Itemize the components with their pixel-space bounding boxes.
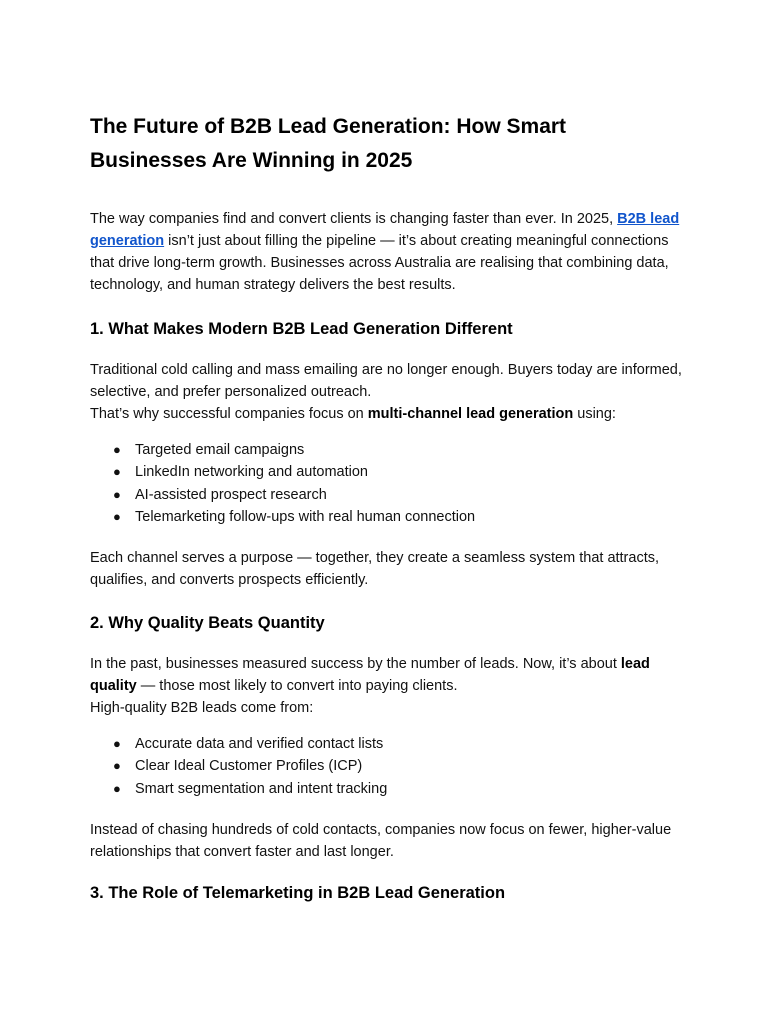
section-1-para-2-bold: multi-channel lead generation [367, 406, 574, 422]
document-body [90, 110, 682, 923]
list-item [90, 484, 682, 506]
bullet-icon: ● [113, 736, 121, 752]
intro-text-after: isn’t just about filling the pipeline — it’s about creating meaningful connections that drive long-term growth. Businesses across Australia are realising that combining data, technology, and human strategy delivers the best results. [90, 233, 669, 293]
list-item [90, 461, 682, 483]
list-item [90, 778, 682, 800]
list-item-text: Targeted email campaigns [135, 442, 305, 458]
section-1-para-1: Traditional cold calling and mass emailing are no longer enough. Buyers today are informed, selective, and prefer personalized outreach. [90, 362, 682, 400]
intro-text-before: The way companies find and convert clients is changing faster than ever. In 2025, [90, 211, 618, 227]
section-1-closing: Each channel serves a purpose — together, they create a seamless system that attracts, qualifies, and converts prospects efficiently. [90, 550, 660, 589]
section-2-closing: Instead of chasing hundreds of cold contacts, companies now focus on fewer, higher-value relationships that convert faster and last longer. [90, 822, 672, 861]
bullet-icon: ● [113, 780, 121, 796]
title-line-1: The Future of B2B Lead Generation: How Smart [90, 115, 567, 138]
bullet-icon: ● [113, 508, 121, 524]
document-title [90, 110, 682, 178]
section-2-heading: 2. Why Quality Beats Quantity [90, 614, 325, 633]
list-item-text: Telemarketing follow-ups with real human connection [135, 508, 476, 525]
section-1-paragraph [90, 359, 682, 425]
section-2-para-1-after: — those most likely to convert into paying clients. [136, 678, 458, 695]
list-item [90, 439, 682, 461]
section-2-bullet-list [90, 733, 682, 800]
section-1-para-2-after: using: [573, 406, 616, 422]
section-1-bullet-list [90, 439, 682, 528]
section-2-para-1-before: In the past, businesses measured success by the number of leads. Now, it’s about [90, 656, 621, 673]
section-3-heading: 3. The Role of Telemarketing in B2B Lead Generation [90, 884, 506, 903]
section-1-heading: 1. What Makes Modern B2B Lead Generation Different [90, 320, 513, 338]
intro-paragraph [90, 208, 682, 296]
list-item-text: Smart segmentation and intent tracking [135, 780, 388, 797]
list-item-text: LinkedIn networking and automation [135, 464, 368, 481]
list-item-text: AI-assisted prospect research [135, 486, 327, 503]
bullet-icon: ● [113, 464, 121, 480]
bullet-icon: ● [113, 486, 121, 502]
section-2-para-2: High-quality B2B leads come from: [90, 700, 314, 717]
bullet-icon: ● [113, 758, 121, 774]
section-2-para-1-bold: lead quality [90, 656, 650, 695]
section-2-paragraph [90, 653, 682, 719]
list-item-text: Clear Ideal Customer Profiles (ICP) [135, 758, 363, 775]
b2b-lead-generation-link[interactable]: B2B lead generation [90, 211, 680, 249]
list-item [90, 733, 682, 755]
title-line-2: Businesses Are Winning in 2025 [90, 149, 413, 172]
list-item-text: Accurate data and verified contact lists [135, 736, 384, 753]
list-item [90, 506, 682, 528]
bullet-icon: ● [113, 442, 121, 457]
list-item [90, 755, 682, 777]
section-1-para-2-before: That’s why successful companies focus on [90, 406, 368, 422]
